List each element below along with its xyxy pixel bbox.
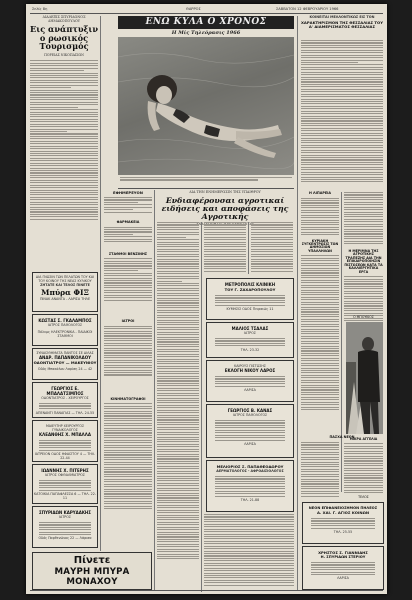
photo-caption: Ο ΜΠΟΥΚΙΟΣ [353,315,374,319]
column-rule [201,222,202,592]
ad-text: ΙΑΤΡΟΣ ΠΑΘΟΛΟΓΟΣ [47,323,83,327]
listings-column [104,191,152,553]
ad-slogan: Πίνετε [73,555,111,566]
column-rule [341,192,342,492]
right-mid-headline: ΚΥΡΙΑΚΗ ΣΥΓΚΕΝΤΡΩΣΙΣ ΤΩΝ ΔΗΜΟΣΙΩΝ ΥΠΑΛΛΗΛΩΝ [301,238,339,253]
listing-section: ΚΙΝΗΜΑΤΟΓΡΑΦΟΙ [110,396,146,401]
ad-text: ΤΗΛ. 21-88 [240,498,260,502]
ad-text: ΚΥΜΗΣΙΣ ΟΔΟΣ Πειραιώς 11 [226,307,274,311]
ad-fix-beer [32,272,98,312]
ad-text: ΔΕΡΜΑΤΟΛΟΓΟΣ - ΑΦΡΟΔΙΣΙΟΛΟΓΟΣ [216,469,284,473]
ad-title: ΕΚΛΟΓΗ ΝΙΚΟΥ ΛΑΡΟΣ [224,368,276,373]
ad-text: ΙΑΤΡΟΣ [59,515,71,519]
issue-date: ΣΑΒΒΑΤΟΝ 12 ΦΕΒΡΟΥΑΡΙΟΥ 1966 [276,7,339,11]
ad-clinic [206,278,294,320]
ad-title: ΙΩΑΝΝΗΣ Χ. ΠΙΤΕΡΗΣ [41,468,89,473]
column-rule [100,16,101,551]
listings-header: ΕΦΗΜΕΡΕΥΟΝ [113,190,143,195]
section-rule [118,188,294,189]
right-article-3-body [301,442,339,500]
column-rule [248,222,249,274]
photo-caption-lines [120,177,292,185]
listing-section: ΦΑΡΜΑΚΕΙΑ [116,219,140,224]
header-rule [30,13,383,14]
ad-text: Οδός Μπακάλου Λαρίση 24 — 42 [37,367,93,371]
ad-right-1 [302,502,384,544]
ad-text: ΛΑΡΙΣΑ [244,442,256,446]
ad-title: Α. ΧΑΙ. Γ. ΑΓΙΟΣ ΚΟΙΝΩΝ [316,510,369,515]
ad-credit [206,360,294,402]
ad-text: ΙΑΤΡΟΣ ΟΦΘΑΛΜΙΑΤΡΟΣ [44,473,85,477]
ad-text: ΙΑΤΡΟΣ ΠΑΘΟΛΟΓΟΣ [232,413,268,417]
ad-title: ΚΩΣΤΑΣ Σ. ΓΚΑΛΑΜΠΟΣ [38,318,92,323]
ad-dermatologist [206,460,294,512]
ad-title: ΣΠΥΡΙΔΩΝ ΚΑΡΥΔΑΚΗΣ [38,510,92,515]
ad-title: Η. ΣΠΥΡΙΔΩΝ ΣΤΕΡΙΟΥ [320,555,366,559]
ad-text: ΛΑΡΙΣΑ [337,576,349,580]
listing-section: ΙΑΤΡΟΙ [121,319,135,324]
right-short-1-headline: ΜΙΚΡΑ ΑΓΓΕΛΙΑ [349,437,378,441]
center-article-continued [204,514,294,590]
ad-text: ΣΥΝΑΙΣΘΗΜΑΤΑ ΠΑΝΤΟΣ ΣΕ ΔΙΛΑΣ [36,351,94,355]
miss-television-photo [118,37,294,175]
ad-text: ΤΗΛ. 25-55 [333,530,353,534]
center-kicker: ΔΙΑ ΤΗΝ ΕΝΗΜΕΡΩΣΙΝ ΤΗΣ ΥΠΑΙΘΡΟΥ [189,190,261,194]
column-rule [154,190,155,590]
ad-ophthalmologist [32,464,98,504]
page-number: Σελίς 8η [32,7,48,11]
ad-text: ΚΑΤΟΙΚΙΑ ΠΑΠΑΦΛΕΣΣΑ 6 — ΤΗΛ. 22-11 [33,492,97,500]
left-kicker: ΔΙΑΛΕΞΙΣ ΣΠΥΡΙΔΩΝΟΣ ΔΗΜΑΚΟΠΟΥΛΟΥ [42,15,86,23]
ad-text: Πόλυμς ΗΛΕΚΤΡΟΝΙΚΑ - ΠΑΙΔΙΚΟΙ ΣΤΑΘΜΟΙ [37,330,93,338]
ad-doctor-1 [32,314,98,346]
ad-title: ΜΕΛΙΟΡΙΟΣ Σ. ΠΑΠΑΘΕΟΔΩΡΟΥ [216,464,284,469]
ad-right-2 [302,546,384,590]
ad-text: ΙΑΤΡΟΣ [244,331,256,335]
ad-text: ΙΑΤΡΕΙΟΝ ΟΔΟΣ ΗΦΑΙΣΤΟΥ 4 — ΤΗΛ. 22-44 [34,452,96,460]
ad-text: ΠΙΝΑΚ ΑΝΑΝΤΑ - ΛΑΡΙΣΑ ΤΗΛΕ [39,297,91,301]
right-subcolumn-2 [344,192,383,248]
ad-title: ΚΛΕΑΝΘΗΣ Χ. ΜΠΑΛΛΑ [39,432,91,437]
column-rule [297,16,298,590]
right-article-2-headline: Η ΜΕΡΙΜΝΑ ΤΗΣ ΑΓΡΟΤΙΚΗΣ ΤΡΑΠΕΖΗΣ ΔΙΑ ΤΗΝ ΕΠΙΚΑΙΡΟΠΟΙΗΣΙΝ ΠΙΣΤΩΣΕΩΝ ΚΑΤΑ ΤΑ ΚΑΛΛΙΕΡΓΗΤΙΚΑ ΕΡΓΑ [344,249,383,274]
ad-doctor-3 [32,506,98,548]
ad-georgios-kanas [206,404,294,458]
center-headline: Ενδιαφέρουσαι αγροτικαί ειδήσεις και αποφάσεις της Αγροτικής [161,195,289,221]
center-article-col-3 [251,222,293,274]
ad-title: ΝΕΟΝ ΕΠΙΦΑΝΕΙΟΣΗΜΟΝ ΠΗΛΕΟΣ [308,506,378,510]
ad-title: ΜΑΛΙΟΣ ΤΣΑΛΑΣ [231,326,269,331]
ad-text: ΑΠΕΝΑΝΤΙ ΠΑΝΑΓΙΑΣ — ΤΗΛ. 24-55 [35,411,95,415]
left-article [30,16,98,238]
right-article-1-header [301,16,383,29]
ad-malios-tsalas [206,322,294,358]
ad-text: ΟΔΟΝΤΙΑΤΡΟΣ - ΧΕΙΡΟΥΡΓΟΣ [41,396,89,400]
left-byline: ΠΟΡΕΙΑΣ ΝΙΚΟΠΑΙΣΩΝ [44,52,84,57]
left-headline: Εις ανάπτυξιν ο ρωσικός Τουρισμός [30,24,98,52]
newspaper-page [26,4,387,594]
right-kicker: ΚΟΙΝΕΙΤΑΙ ΜΕΛΛΟΝΤΙΚΩΣ ΕΙΣ ΤΟΝ [309,15,375,19]
ad-monk-beer [32,552,152,590]
center-article-col-1 [157,222,199,592]
ad-title: ΟΔΟΝΤΙΑΤΡΟΥ — ΜΑΚΕΥΝΙΟΥ [33,360,97,365]
right-article-2 [344,250,383,324]
ad-text: ΛΑΡΙΣΑ [244,388,256,392]
ad-brand: ΜΑΥΡΗ ΜΠΥΡΑ ΜΟΝΑΧΟΥ [54,567,130,587]
right-short-2: ΤΕΛΟΣ [358,495,369,499]
ad-title: Μπύρα ΦΙΞ [41,288,89,297]
ad-text: Οδός Παρθενώνος 22 — Λάρισα [38,536,92,540]
footer-rule [30,590,383,591]
banner-bar [118,16,294,29]
right-article-3-headline: ΠΑΣΧΑ ΝΕΟΝ [329,435,355,439]
ad-title: ΓΕΩΡΓΙΟΣ Β. ΚΑΝΑΣ [227,408,273,413]
right-section-title: Η ΛΙΠΑΡΕΙΑ [308,191,332,195]
banner-title: ΕΝΩ ΚΥΛΑ Ο ΧΡΟΝΟΣ [145,17,267,27]
photo-image [346,322,383,434]
ad-text: ΜΑΙΕΥΤΗΡ ΧΕΙΡΟΥΡΓΟΣ ΓΥΝΑΙΚΟΛΟΓΟΣ [45,424,85,432]
listing-section: ΣΤΑΘΜΟΙ ΒΕΝΖΙΝΗΣ [108,251,148,256]
ad-title: ΓΕΩΡΓΙΟΣ Ε. ΜΠΑΛΑΤΣΙΜΠΟΣ [46,386,84,396]
ad-title: ΑΝΔΡ. ΠΑΠΑΝΙΚΟΛΑΟΥ [38,355,92,360]
ad-dentist [32,348,98,380]
right-article-1-body [301,40,383,188]
center-article-col-2 [204,222,246,274]
ad-text: ΤΗΛ. 23-32 [240,348,260,352]
ad-text: ΖΗΤΑΤΕ ΚΑΙ ΤΕΛΟΣ ΠΙΝΕΤΕ [40,283,90,287]
ad-obstetrician [32,420,98,462]
right-short-1 [344,438,383,497]
right-headline: ΧΑΡΑΚΤΗΡΙΣΜΟΝ ΤΗΣ ΘΕΣΣΑΛΙΑΣ ΤΟΥ Α' ΔΙΑΜΕΡΙΣΜΑΤΟΣ ΘΕΣΣΑΛΙΑΣ [301,19,383,29]
ad-text: ΔΙΑ ΓΝΩΣΙΝ ΤΩΝ ΠΕΛΑΤΩΝ ΤΟΥ ΚΑΙ ΤΟΥ ΚΟΙΝΟΥ ΤΗΣ ΝΕΑΣ ΚΥΛΙΚΟΥ [35,275,95,283]
photo-image [118,37,294,175]
right-photo [346,322,383,434]
ad-text: ΚΑΙΡΟΥΣ ΠΙΣΤΩΣΗΣ [234,364,266,368]
ad-doctor-2 [32,382,98,418]
ad-title: ΜΕΤΡΟΠΟΛΙΣ ΚΛΙΝΙΚΗ [224,282,276,287]
right-subcolumn-1 [301,192,339,415]
left-article-body [30,60,98,238]
ad-title: ΤΟΥ Γ. ΖΑΧΑΡΟΠΟΥΛΟΥ [224,287,276,292]
newspaper-name: ΘΑΡΡΟΣ [186,7,201,11]
banner-subtitle: Η Μίς Τηλεόρασις 1966 [171,30,241,36]
ad-title: ΧΡΗΣΤΟΣ Σ. ΓΙΑΝΝΙΔΗΣ [318,550,368,555]
